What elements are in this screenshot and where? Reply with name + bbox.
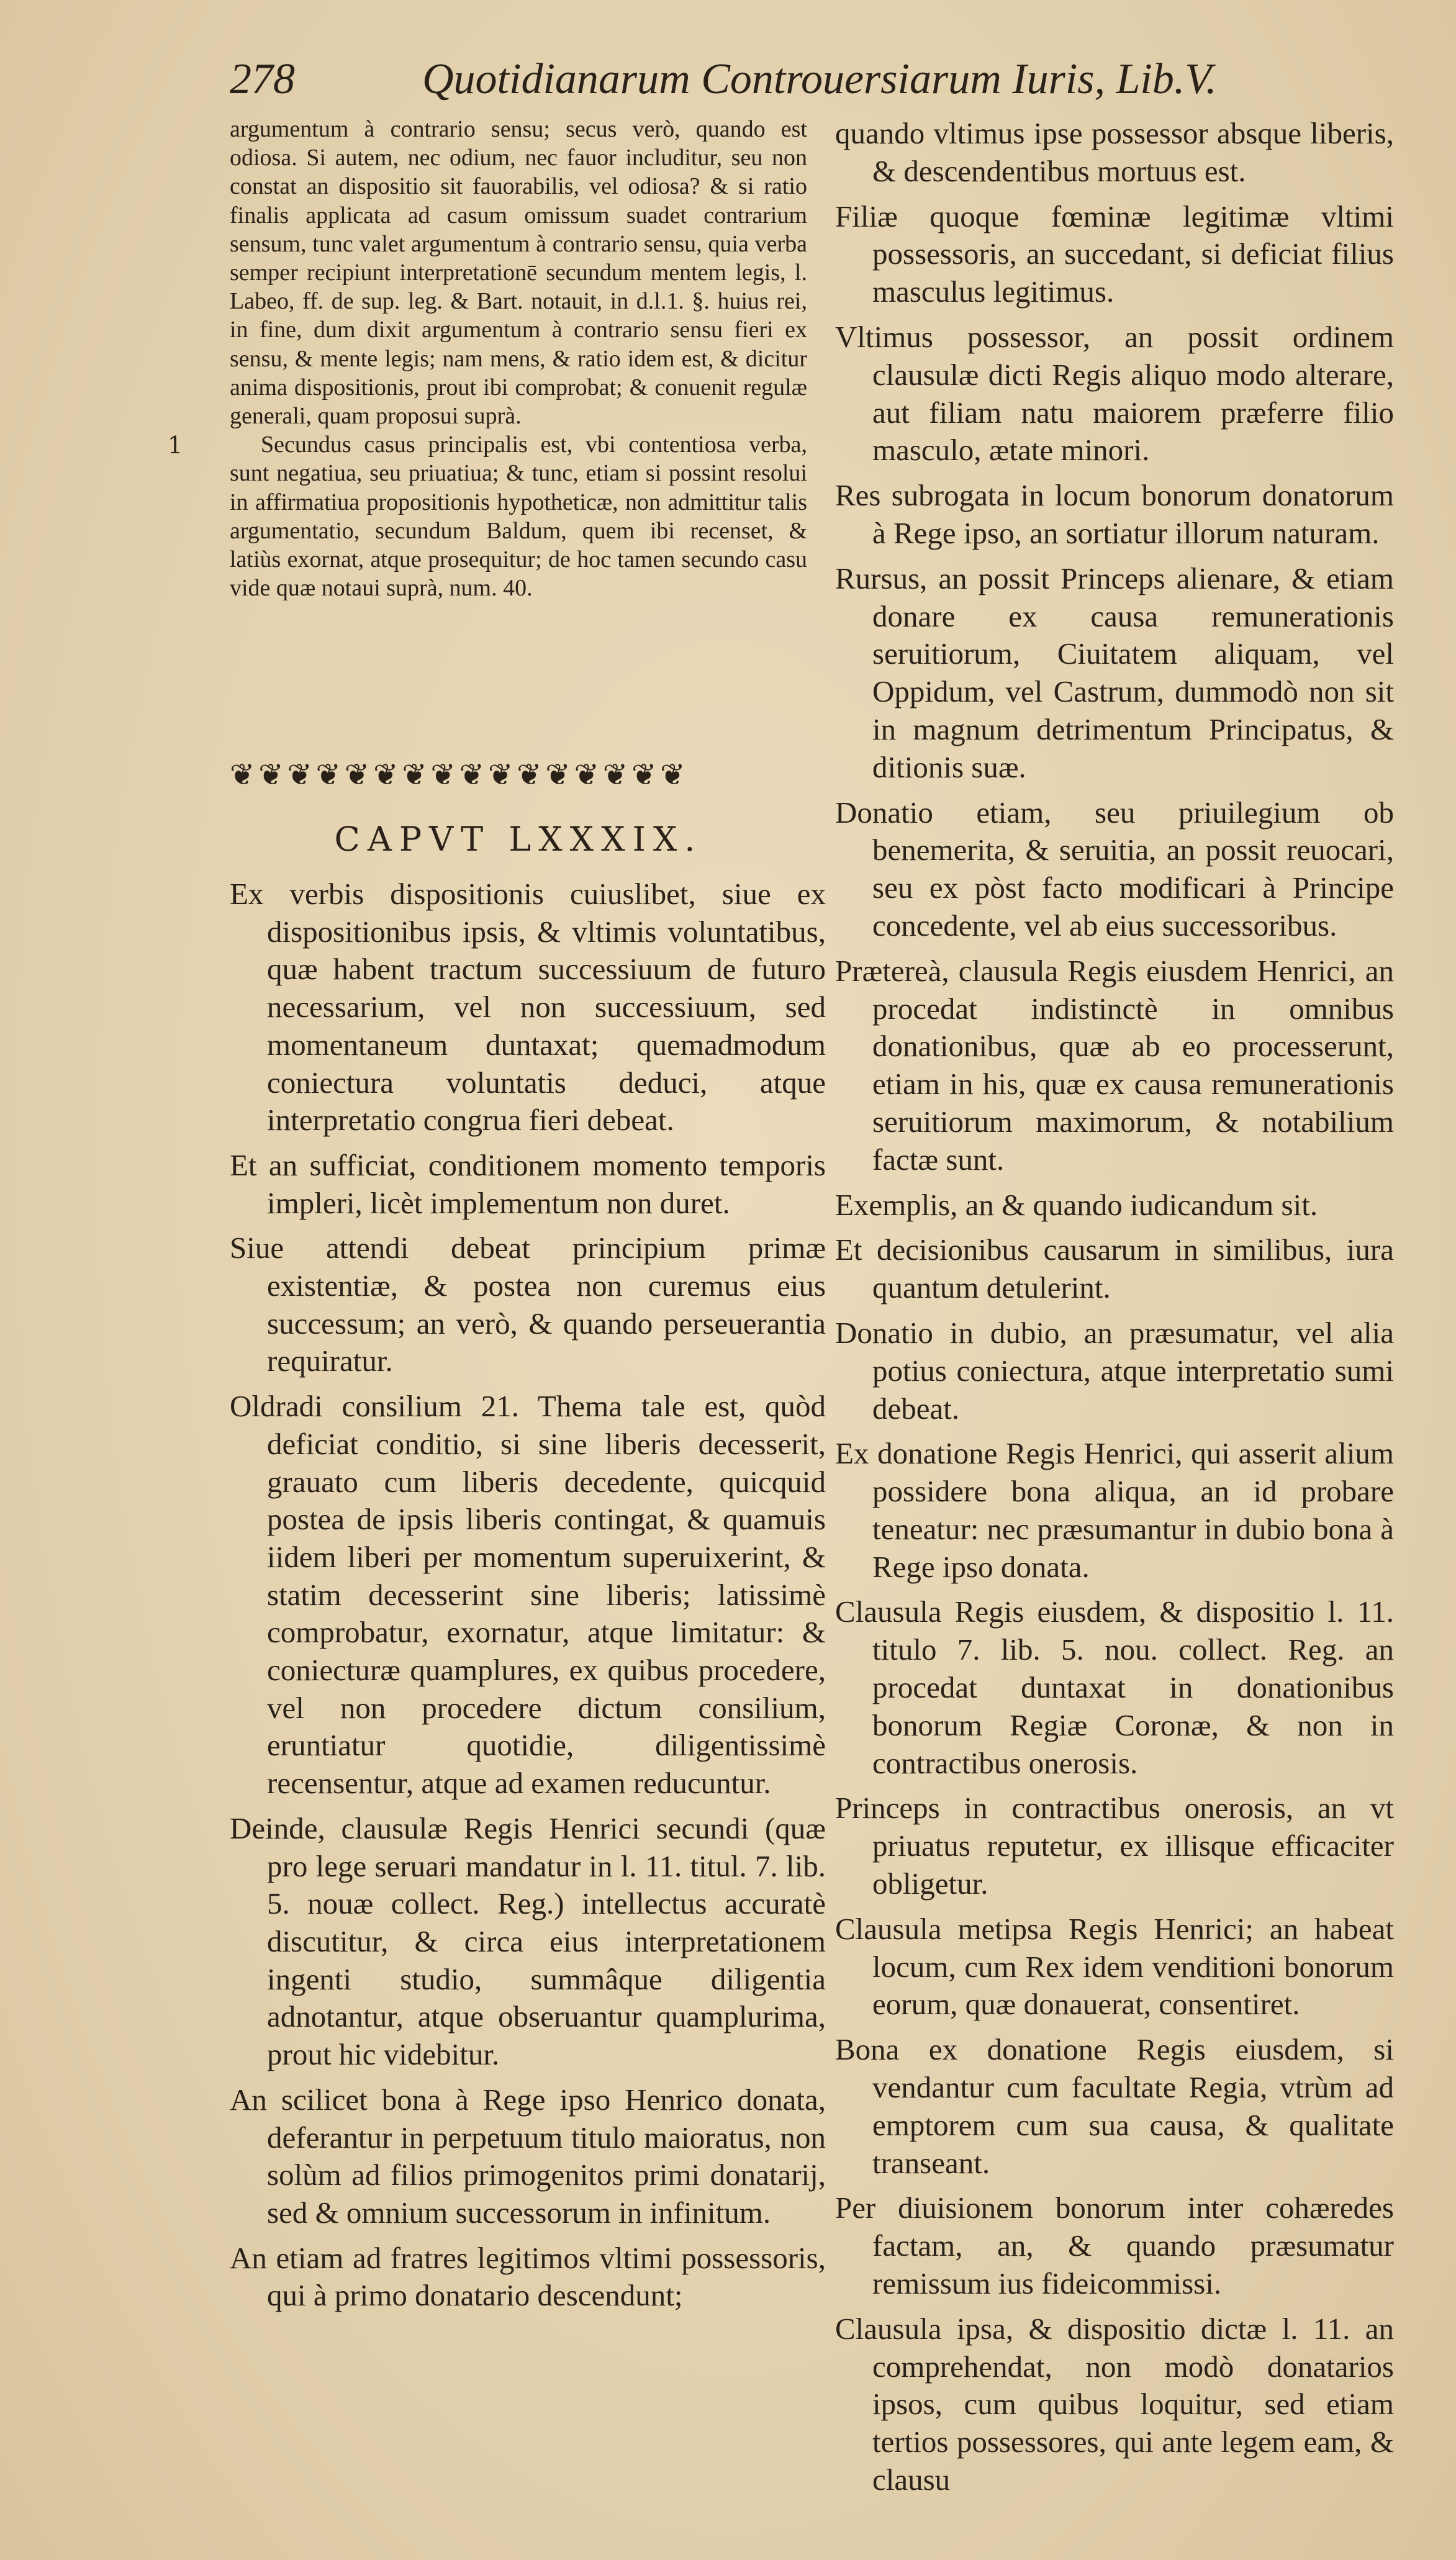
paragraph: Secundus casus principalis est, vbi contentiosa verba, sunt negatiua, seu priuatiua; & tunc, etiam si possint resolui in affirmatiua propositionis hypotheticæ, non admittitur talis argumentatio, secundum Baldum, quem ibi recenset, & latiùs exornat, atque prosequitur; de hoc tamen secundo casu vide quæ notaui suprà, num. 40. (230, 432, 807, 602)
summary-item: Prætereà, clausula Regis eiusdem Henrici, an procedat indistinctè in omnibus donationibus, quæ ab eo processerunt, etiam in his, quæ ex causa remunerationis seruitiorum maximorum, & notabilium factæ sunt. (835, 953, 1394, 1177)
summary-item: Filiæ quoque fœminæ legitimæ vltimi possessoris, an succedant, si deficiat filius masculus legitimus. (835, 199, 1394, 309)
summary-item: Oldradi consilium 21. Thema tale est, quòd deficiat conditio, si sine liberis decesserit, grauato cum liberis decedente, quicquid postea de ipsis liberis contingat, & quamuis iidem liberi per momentum superuixerint, & statim decesserint sine liberis; latissimè comprobatur, exornatur, atque limitatur: & coniecturæ quamplures, ex quibus procedere, vel non procedere dictum consilium, eruntiatur quotidie, diligentissimè recensentur, atque ad examen reducuntur. (230, 1389, 826, 1801)
summary-item: Clausula metipsa Regis Henrici; an habeat locum, cum Rex idem venditioni bonorum eorum, quæ donauerat, consentiret. (835, 1911, 1394, 2022)
summary-item: Ex donatione Regis Henrici, qui asserit alium possidere bona aliqua, an id probare teneatur: nec præsumantur in dubio bona à Rege ipso donata. (835, 1436, 1394, 1584)
summary-item: Clausula ipsa, & dispositio dictæ l. 11. an comprehendat, non modò donatarios ipsos, cum quibus loquitur, sed etiam tertios possessores, qui ante legem eam, & clausu (835, 2311, 1394, 2497)
ornament-divider: ❦❦❦❦❦❦❦❦❦❦❦❦❦❦❦❦ (230, 758, 689, 792)
right-column-summary (835, 115, 1394, 2507)
page-number: 278 (230, 55, 295, 103)
summary-item: Donatio in dubio, an præsumatur, vel alia potius coniectura, atque interpretatio sumi debeat. (835, 1315, 1394, 1426)
summary-item: Et an sufficiat, conditionem momento temporis impleri, licèt implementum non duret. (230, 1147, 826, 1220)
left-column-continuation (230, 115, 807, 602)
summary-item: Per diuisionem bonorum inter cohæredes factam, an, & quando præsumatur remissum ius fideicommissi. (835, 2191, 1394, 2301)
summary-item: Princeps in contractibus onerosis, an vt priuatus reputetur, ex illisque efficaciter obligetur. (835, 1791, 1394, 1901)
paragraph: argumentum à contrario sensu; secus verò, quando est odiosa. Si autem, nec odium, nec fauor includitur, seu non constat an dispositio sit fauorabilis, vel odiosa? & si ratio finalis applicata ad casum omissum suadet contrarium sensum, tunc valet argumentum à contrario sensu, quia verba semper recipiunt interpretationē secundum mentem legis, l. Labeo, ff. de sup. leg. & Bart. notauit, in d.l.1. §. huius rei, in fine, dum dixit argumentum à contrario sensu fieri ex sensu, & mente legis; nam mens, & ratio idem est, & dicitur anima dispositionis, prout ibi comprobat; & conuenit regulæ generali, quam proposui suprà. (230, 116, 807, 430)
summary-item: Exemplis, an & quando iudicandum sit. (835, 1187, 1318, 1222)
summary-item: Ex verbis dispositionis cuiuslibet, siue ex dispositionibus ipsis, & vltimis voluntatibus, quæ habent tractum successiuum de futuro necessarium, vel non successiuum, sed momentaneum duntaxat; quemadmodum coniectura voluntatis deduci, atque interpretatio congrua fieri debeat. (230, 877, 826, 1138)
left-column-summary (230, 875, 826, 2322)
summary-item: Vltimus possessor, an possit ordinem clausulæ dicti Regis aliquo modo alterare, aut filiam natu maiorem præferre filio masculo, ætate minori. (835, 319, 1394, 468)
summary-item: Clausula Regis eiusdem, & dispositio l. 11. titulo 7. lib. 5. nou. collect. Reg. an procedat duntaxat in donationibus bonorum Regiæ Coronæ, & non in contractibus onerosis. (835, 1594, 1394, 1780)
summary-item: Res subrogata in locum bonorum donatorum à Rege ipso, an sortiatur illorum naturam. (835, 478, 1394, 550)
running-title: Quotidianarum Controuersiarum Iuris, Lib.V. (422, 55, 1217, 103)
summary-item: An scilicet bona à Rege ipso Henrico donata, deferantur in perpetuum titulo maioratus, non solùm ad filios primogenitos primi donatarij, sed & omnium successorum in infinitum. (230, 2082, 826, 2230)
chapter-title: CAPVT LXXXIX. (334, 820, 703, 859)
summary-item: Bona ex donatione Regis eiusdem, si vendantur cum facultate Regia, vtrùm ad emptorem cum sua causa, & qualitate transeant. (835, 2032, 1394, 2180)
margin-note: 1 (168, 432, 183, 459)
summary-item: Siue attendi debeat principium primæ existentiæ, & postea non curemus eius successum; an verò, & quando perseuerantia requiratur. (230, 1231, 826, 1378)
summary-item: Rursus, an possit Princeps alienare, & etiam donare ex causa remunerationis seruitiorum, Ciuitatem aliquam, vel Oppidum, vel Castrum, dummodò non sit in magnum detrimentum Principatus, & ditionis suæ. (835, 561, 1394, 784)
summary-item: Et decisionibus causarum in similibus, iura quantum detulerint. (835, 1233, 1394, 1305)
running-header (230, 50, 1369, 118)
summary-item: An etiam ad fratres legitimos vltimi possessoris, qui à primo donatario descendunt; (230, 2240, 826, 2313)
summary-item: Deinde, clausulæ Regis Henrici secundi (quæ pro lege seruari mandatur in l. 11. titul. 7. lib. 5. nouæ collect. Reg.) intellectus accuratè discutitur, & circa eius interpretationem ingenti studio, summâque diligentia adnotantur, atque obseruantur quamplurima, prout hic videbitur. (230, 1811, 826, 2072)
summary-item: Donatio etiam, seu priuilegium ob benemerita, & seruitia, an possit reuocari, seu ex pòst facto modificari à Principe concedente, vel ab eius successoribus. (835, 795, 1394, 943)
summary-item: quando vltimus ipse possessor absque liberis, & descendentibus mortuus est. (835, 116, 1394, 188)
